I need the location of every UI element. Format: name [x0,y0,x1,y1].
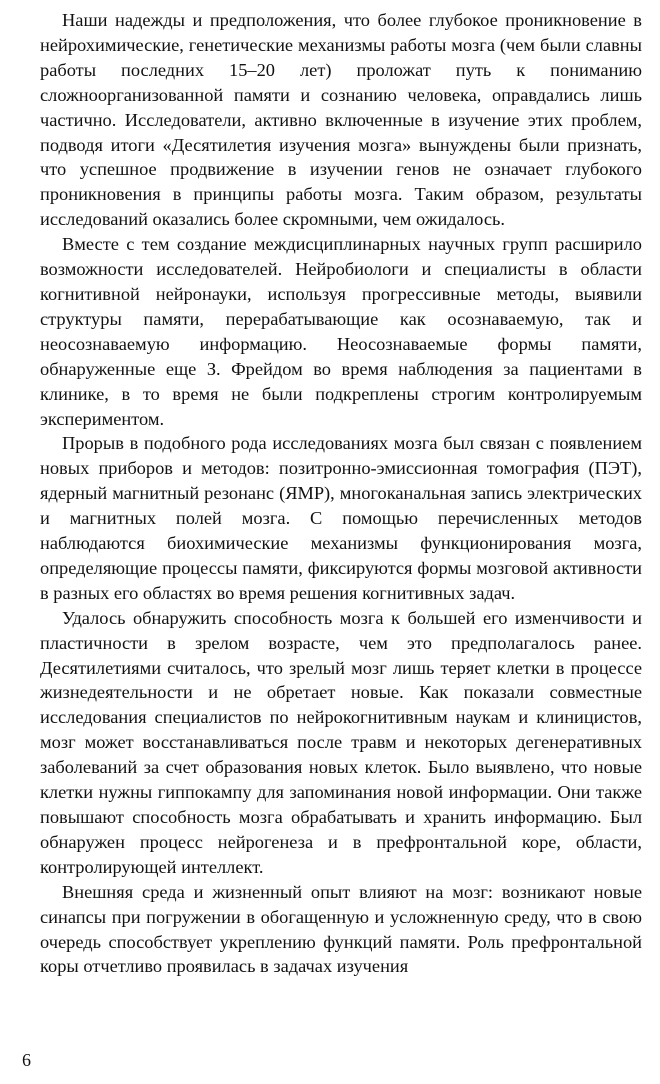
paragraph-2: Вместе с тем создание междисциплинарных научных групп расширило возможности исследователей. Нейробиологи и специалисты в области когнитивной нейронауки, используя прогрессивные методы, выявили структуры памяти, перерабатывающие как осознаваемую, так и неосознаваемую информацию. Неосознаваемые формы памяти, обнаруженные еще З. Фрейдом во время наблюдения за пациентами в клинике, в то время не были подкреплены строгим контролируемым экспериментом. [40,234,642,429]
page-number: 6 [22,1050,31,1070]
page-body [40,8,642,979]
paragraph-5: Внешняя среда и жизненный опыт влияют на мозг: возникают новые синапсы при погружении в обогащенную и усложненную среду, что в свою очередь способствует укреплению функций памяти. Роль префронтальной коры отчетливо проявилась в задачах изучения [40,881,642,977]
paragraph-1: Наши надежды и предположения, что более глубокое проникновение в нейрохимические, генетические механизмы работы мозга (чем были славны работы последних 15–20 лет) проложат путь к пониманию сложноорганизованной памяти и сознанию человека, оправдались лишь частично. Исследователи, активно включенные в изучение этих проблем, подводя итоги «Десятилетия изучения мозга» вынуждены были признать, что успешное продвижение в изучении генов не означает глубокого проникновения в принципы работы мозга. Таким образом, результаты исследований оказались более скромными, чем ожидалось. [40,10,642,230]
paragraph-4: Удалось обнаружить способность мозга к большей его изменчивости и пластичности в зрелом возрасте, чем это предполагалось ранее. Десятилетиями считалось, что зрелый мозг лишь теряет клетки в процессе жизнедеятельности и не обретает новые. Как показали совместные исследования специалистов по нейрокогнитивным наукам и клиницистов, мозг может восстанавливаться после травм и некоторых дегенеративных заболеваний за счет образования новых клеток. Было выявлено, что новые клетки нужны гиппокампу для запоминания новой информации. Они также повышают способность мозга обрабатывать и хранить информацию. Был обнаружен процесс нейрогенеза и в префронтальной коре, области, контролирующей интеллект. [40,607,642,877]
paragraph-3: Прорыв в подобного рода исследованиях мозга был связан с появлением новых приборов и методов: позитронно-эмиссионная томография (ПЭТ), ядерный магнитный резонанс (ЯМР), многоканальная запись электрических и магнитных полей мозга. С помощью перечисленных методов наблюдаются биохимические механизмы функционирования мозга, определяющие процессы памяти, фиксируются формы мозговой активности в разных его областях во время решения когнитивных задач. [40,433,642,603]
